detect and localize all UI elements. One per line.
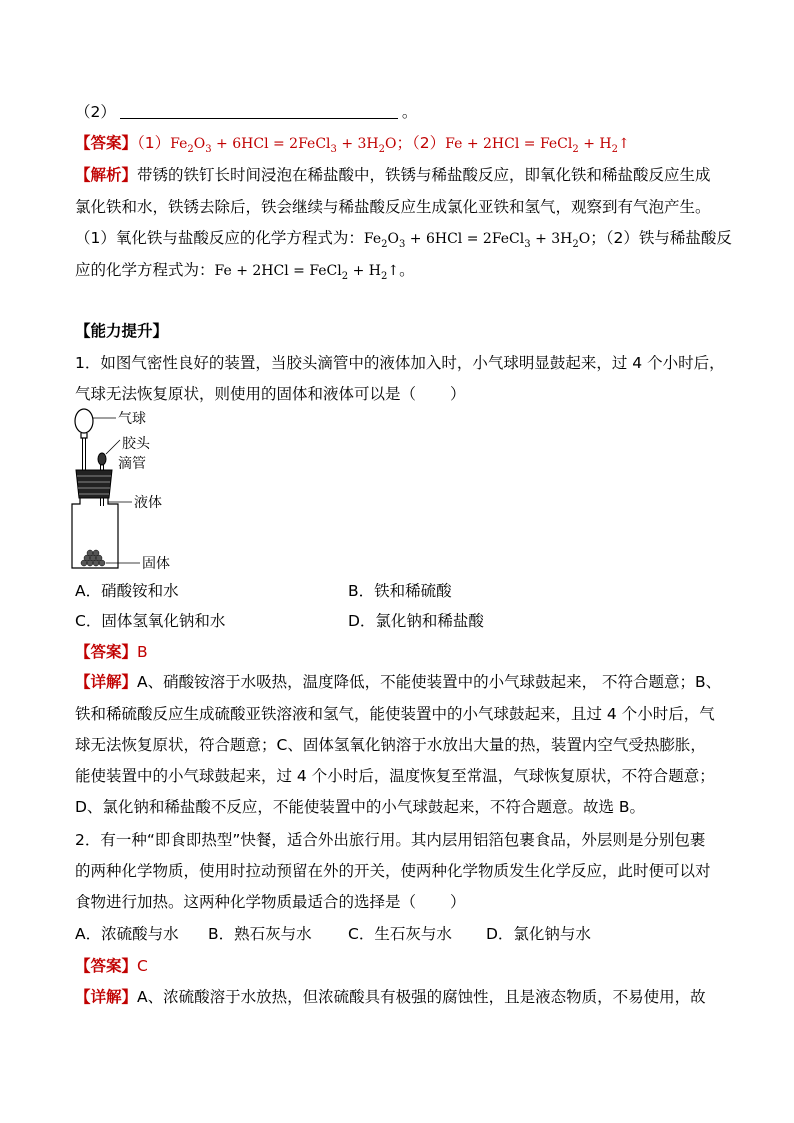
apparatus-diagram xyxy=(68,406,208,576)
label-dropper-2: 滴管 xyxy=(118,456,146,472)
q2-answer: C xyxy=(137,957,148,975)
q1-detail-line-4: 能使装置中的小气球鼓起来，过 4 个小时后，温度恢复至常温，气球恢复原状，不符合题意； xyxy=(75,767,715,785)
solid-beads xyxy=(81,550,105,566)
q1-answer-line: 【答案】B xyxy=(75,643,148,661)
q2-option-b[interactable]: B．熟石灰与水 xyxy=(208,925,312,943)
q1-option-c[interactable]: C．固体氢氧化钠和水 xyxy=(75,612,226,630)
q1-answer: B xyxy=(137,643,148,661)
q1-detail-line-1: 【详解】A、硝酸铵溶于水吸热，温度降低，不能使装置中的小气球鼓起来， 不符合题意；B、 xyxy=(75,673,722,691)
dropper-bulb xyxy=(98,453,106,465)
q1-line-1: 1．如图气密性良好的装置，当胶头滴管中的液体加入时，小气球明显鼓起来，过 4 个小时后， xyxy=(75,354,725,372)
q2-answer-line: 【答案】C xyxy=(75,957,148,975)
analysis-line-4: 应的化学方程式为：Fe + 2HCl = FeCl$_2$ + $H_2↑$。 xyxy=(75,261,415,282)
q2-option-d[interactable]: D．氯化钠与水 xyxy=(486,925,591,943)
q1-option-b[interactable]: B．铁和稀硫酸 xyxy=(348,582,452,600)
q2-line-3: 食物进行加热。这两种化学物质最适合的选择是（ ） xyxy=(75,893,466,911)
q1-detail-line-5: D、氯化钠和稀盐酸不反应，不能使装置中的小气球鼓起来，不符合题意。故选 B。 xyxy=(75,798,645,816)
analysis-tag: 【解析】 xyxy=(75,166,138,184)
blank-question-line: （2） 。 xyxy=(75,103,418,121)
q2-line-1: 2．有一种“即食即热型”快餐，适合外出旅行用。其内层用铝箔包裹食品，外层则是分别包裹 xyxy=(75,831,706,849)
label-dropper-1: 胶头 xyxy=(122,436,150,452)
answer-blank[interactable] xyxy=(120,104,398,119)
detail-tag: 【详解】 xyxy=(75,673,138,691)
q2-option-a[interactable]: A．浓硫酸与水 xyxy=(75,925,179,943)
equation-2: Fe + 2HCl = FeCl$_2$ + $H_2↑$ xyxy=(445,136,630,155)
question-number: （2） xyxy=(75,103,116,121)
analysis-line-3: （1）氧化铁与盐酸反应的化学方程式为：$Fe_2O_3 + 6HCl$ = 2FeCl$_3$ + $3H_2O$；（2）铁与稀盐酸反 xyxy=(75,229,732,250)
q1-option-d[interactable]: D．氯化钠和稀盐酸 xyxy=(348,612,484,630)
q1-detail-line-2: 铁和稀硫酸反应生成硫酸亚铁溶液和氢气，能使装置中的小气球鼓起来，且过 4 个小时后，气 xyxy=(75,705,715,723)
label-liquid: 液体 xyxy=(134,495,162,511)
label-balloon: 气球 xyxy=(118,411,146,427)
q2-detail-line-1: 【详解】A、浓硫酸溶于水放热，但浓硫酸具有极强的腐蚀性，且是液态物质，不易使用，故 xyxy=(75,988,706,1006)
answer-tag: 【答案】 xyxy=(75,134,138,152)
equation-2-repeat: Fe + 2HCl = FeCl$_2$ + $H_2↑$ xyxy=(214,263,400,282)
q2-line-2: 的两种化学物质，使用时拉动预留在外的开关，使两种化学物质发生化学反应，此时便可以对 xyxy=(75,862,711,880)
equation-1: $Fe_2O_3 + 6HCl$ = 2FeCl$_3$ + $3H_2O$ xyxy=(170,136,397,155)
label-solid: 固体 xyxy=(142,556,170,572)
analysis-line-2: 氯化铁和水，铁锈去除后，铁会继续与稀盐酸反应生成氯化亚铁和氢气，观察到有气泡产生。 xyxy=(75,198,711,216)
q1-option-a[interactable]: A．硝酸铵和水 xyxy=(75,582,179,600)
q2-option-c[interactable]: C．生石灰与水 xyxy=(348,925,452,943)
section-heading: 【能力提升】 xyxy=(75,322,169,340)
balloon-shape xyxy=(75,409,93,433)
analysis-line-1: 【解析】带锈的铁钉长时间浸泡在稀盐酸中，铁锈与稀盐酸反应，即氧化铁和稀盐酸反应生成 xyxy=(75,166,711,184)
equation-1-repeat: $Fe_2O_3 + 6HCl$ = 2FeCl$_3$ + $3H_2O$ xyxy=(363,231,591,250)
q1-line-2: 气球无法恢复原状，则使用的固体和液体可以是（ ） xyxy=(75,385,466,403)
q1-detail-line-3: 球无法恢复原状，符合题意；C、固体氢氧化钠溶于水放出大量的热，装置内空气受热膨胀， xyxy=(75,736,706,754)
answer-line: 【答案】$(1)Fe_2O_3 + 6HCl$ = 2FeCl$_3$ + $3H_2O$；（2）Fe + 2HCl = FeCl$_2$ + $H_2↑$ xyxy=(75,134,630,155)
